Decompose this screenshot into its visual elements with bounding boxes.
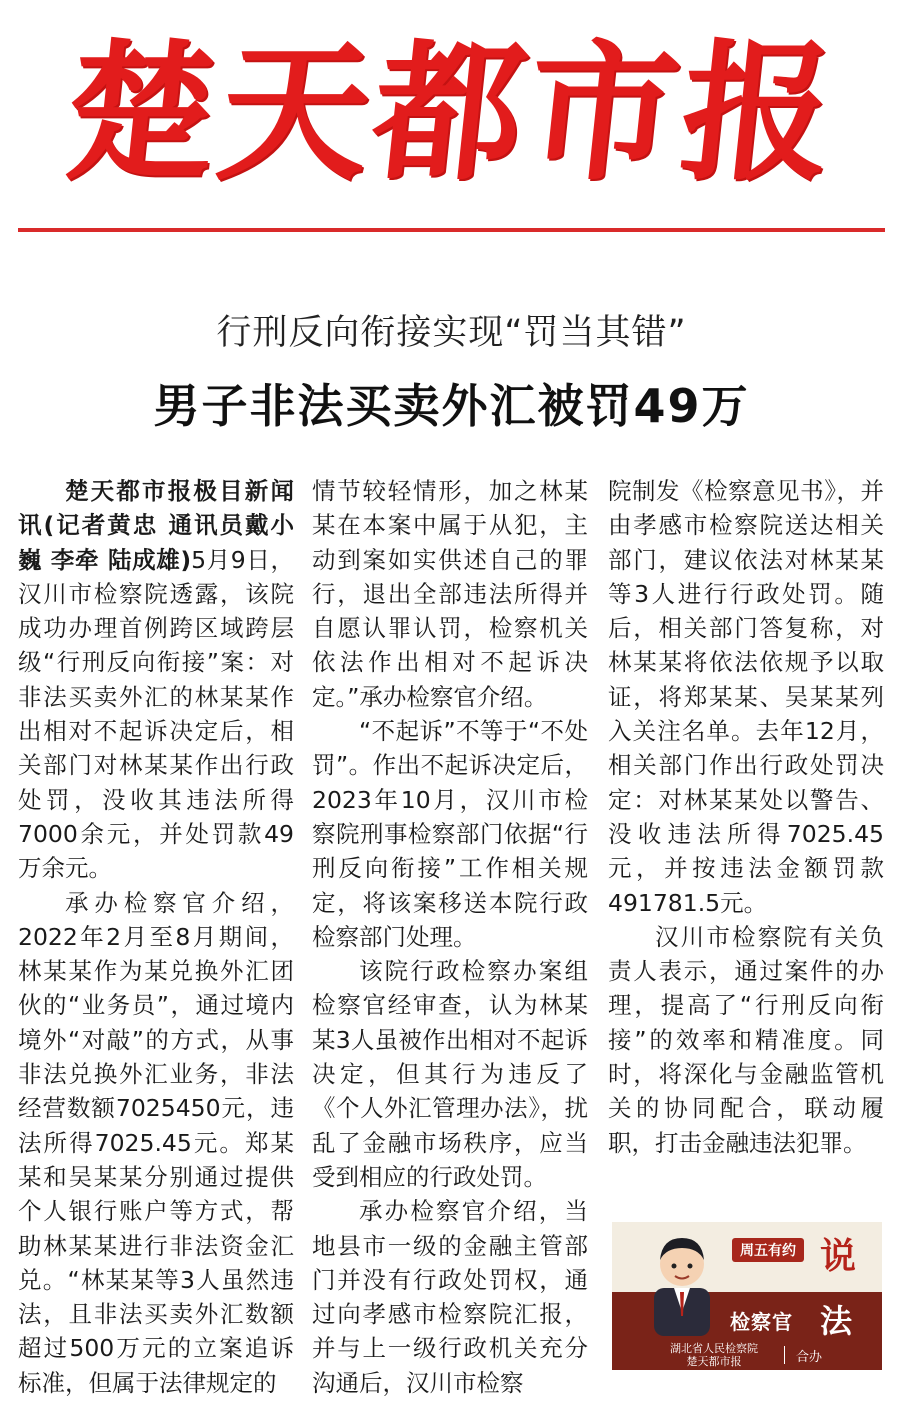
article-column-2 bbox=[312, 474, 588, 1400]
article-kicker: 行刑反向衔接实现“罚当其错” bbox=[216, 313, 687, 353]
badge-title: 检察官 bbox=[730, 1310, 793, 1334]
article-paragraph-4: 该院行政检察办案组检察官经审查，认为林某某3人虽被作出相对不起诉决定，但其行为违反了《个人外汇管理办法》，扰乱了金融市场秩序，应当受到相应的行政处罚。 bbox=[312, 957, 588, 1191]
article-paragraph-2-continued: 情节较轻情形，加之林某某在本案中属于从犯，主动到案如实供述自己的罪行，退出全部违法所得并自愿认罪认罚，检察机关依法作出相对不起诉决定。”承办检察官介绍。 bbox=[312, 477, 588, 711]
article-paragraph-1 bbox=[18, 474, 294, 886]
article-column-3 bbox=[608, 474, 884, 1160]
badge-org-line-2: 楚天都市报 bbox=[686, 1355, 742, 1368]
badge-org-line-1: 湖北省人民检察院 bbox=[670, 1342, 758, 1355]
column-badge bbox=[612, 1222, 882, 1370]
badge-tag: 周五有约 bbox=[732, 1238, 804, 1262]
badge-co-host: 合办 bbox=[796, 1350, 823, 1365]
byline: 楚天都市报极目新闻讯(记者黄忠 通讯员戴小巍 李牵 陆成雄) bbox=[18, 477, 294, 574]
prosecutor-avatar-icon bbox=[642, 1226, 722, 1336]
article-paragraph-2: 承办检察官介绍，2022年2月至8月期间，林某某作为某兑换外汇团伙的“业务员”，通过境内境外“对敲”的方式，从事非法兑换外汇业务，非法经营数额7025450元，违法所得7025.45元。郑某某和吴某某分别通过提供个人银行账户等方式，帮助林某某进行非法资金汇兑。“林某某等3人虽然违法，且非法买卖外汇数额超过500万元的立案追诉标准，但属于法律规定的 bbox=[18, 888, 294, 1397]
article-paragraph-3: “不起诉”不等于“不处罚”。作出不起诉决定后，2023年10月，汉川市检察院刑事检察部门依据“行刑反向衔接”工作相关规定，将该案移送本院行政检察部门处理。 bbox=[312, 717, 588, 951]
article-column-1 bbox=[18, 474, 294, 1400]
masthead bbox=[0, 0, 903, 225]
badge-separator bbox=[784, 1346, 785, 1364]
article-text-p1: 5月9日，汉川市检察院透露，该院成功办理首例跨区域跨层级“行刑反向衔接”案：对非法买卖外汇的林某某作出相对不起诉决定后，相关部门对林某某作出行政处罚，没收其违法所得7000余元，并处罚款49万余元。 bbox=[18, 545, 294, 883]
article-paragraph-5-continued: 院制发《检察意见书》，并由孝感市检察院送达相关部门，建议依法对林某某等3人进行行政处罚。随后，相关部门答复称，对林某某将依法依规予以取证，将郑某某、吴某某列入关注名单。去年12月，相关部门作出行政处罚决定：对林某某处以警告、没收违法所得7025.45元，并按违法金额罚款491781.5元。 bbox=[608, 477, 884, 917]
badge-shuo: 说 bbox=[820, 1235, 857, 1277]
badge-footer bbox=[612, 1340, 882, 1370]
article-paragraph-5: 承办检察官介绍，当地县市一级的金融主管部门并没有行政处罚权，通过向孝感市检察院汇报，并与上一级行政机关充分沟通后，汉川市检察 bbox=[312, 1197, 588, 1397]
badge-fa: 法 bbox=[820, 1302, 853, 1340]
masthead-logo: 楚天都市报 bbox=[57, 24, 846, 201]
article-headline: 男子非法买卖外汇被罚49万 bbox=[153, 379, 750, 433]
article-paragraph-6: 汉川市检察院有关负责人表示，通过案件的办理，提高了“行刑反向衔接”的效率和精准度。同时，将深化与金融监管机关的协同配合，联动履职，打击金融违法犯罪。 bbox=[608, 922, 884, 1157]
header-divider bbox=[18, 228, 885, 232]
badge-organizers bbox=[670, 1342, 758, 1368]
